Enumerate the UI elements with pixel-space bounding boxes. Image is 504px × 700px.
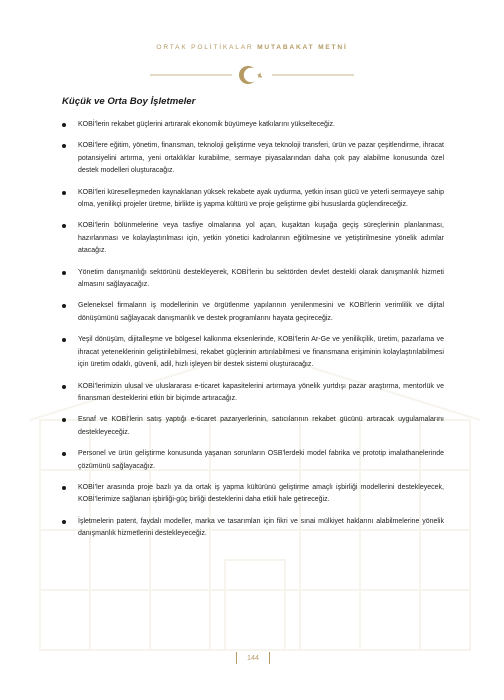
list-item: [62, 187, 444, 212]
bullet-icon: [62, 486, 66, 490]
bullet-icon: [62, 271, 66, 275]
bullet-icon: [62, 520, 66, 524]
bullet-icon: [62, 338, 66, 342]
header-prefix: ORTAK POLİTİKALAR: [156, 44, 254, 51]
list-item: [62, 448, 444, 473]
list-item: [62, 220, 444, 257]
list-item-text: KOBİ'lerin bölünmelerine veya tasfiye olmalarına yol açan, kuşaktan kuşağa geçiş süreçlerinin planlanması, hazırlanması ve kolaylaştırılması için, yetkin yönetici kadrolarının eğitilmesine ve yetiştirilmesine yönelik adımlar atacağız.: [78, 222, 444, 255]
bullet-icon: [62, 224, 66, 228]
bullet-icon: [62, 123, 66, 127]
bullet-icon: [62, 304, 66, 308]
bullet-icon: [62, 191, 66, 195]
list-item: [62, 300, 444, 325]
list-item-text: Geleneksel firmaların iş modellerinin ve örgütlenme yapılarının yenilenmesini ve KOBİ'lerin verimlilik ve dijital dönüşümünü sağlayacak danışmanlık ve destek programlarını hayata geçireceğiz.: [78, 302, 444, 322]
list-item-text: Esnaf ve KOBİ'lerin satış yaptığı e-ticaret pazaryerlerinin, satıcılarının rekabet gücünü artıracak uygulamalarını destekleyeceğiz.: [78, 416, 444, 436]
section-title: Küçük ve Orta Boy İşletmeler: [62, 96, 196, 107]
list-item-text: Personel ve ürün geliştirme konusunda yaşanan sorunların OSB'lerdeki model fabrika ve prototip imalathanelerinde çözümünü sağlayacağız.: [78, 450, 444, 470]
list-item-text: KOBİ'lerin rekabet güçlerini artırarak ekonomik büyümeye katkılarını yükselteceğiz.: [78, 121, 335, 128]
bullet-list: [62, 119, 444, 541]
bullet-icon: [62, 144, 66, 148]
list-item: [62, 267, 444, 292]
list-item: [62, 381, 444, 406]
list-item: [62, 414, 444, 439]
list-item-text: Yönetim danışmanlığı sektörünü destekleyerek, KOBİ'lerin bu sektörden devlet destekli olarak danışmanlık hizmeti almasını sağlayacağız.: [78, 268, 444, 289]
list-item: [62, 516, 444, 541]
header-emphasis: MUTABAKAT METNİ: [257, 44, 348, 51]
list-item-text: KOBİ'ler arasında proje bazlı ya da ortak iş yapma kültürünü geliştirme amaçlı işbirliği modellerini destekleyecek, KOBİ'lerimize sağlanan işbirliği-güç birliği desteklerini daha etkili hale getireceğiz.: [78, 483, 444, 504]
running-header: [0, 44, 504, 51]
bullet-icon: [62, 418, 66, 422]
list-item-text: İşletmelerin patent, faydalı modeller, marka ve tasarımları için fikri ve sınai mülkiyet haklarını alabilmelerine yönelik danışmanlık hizmetlerini destekleyeceğiz.: [78, 517, 444, 538]
list-item: [62, 482, 444, 507]
bullet-icon: [62, 452, 66, 456]
list-item-text: KOBİ'leri küreselleşmeden kaynaklanan yüksek rekabete ayak uydurma, yetkin insan gücü ve yeterli sermayeye sahip olma, yenilikçi projeler üretme, birlikte iş yapma kültürü ve proje geliştirme gibi hususlarda güçlendireceğiz.: [78, 188, 444, 209]
crescent-star-icon: [150, 64, 354, 86]
list-item: [62, 334, 444, 371]
page-number: 144: [236, 652, 270, 664]
list-item: [62, 119, 444, 131]
list-item-text: KOBİ'lere eğitim, yönetim, finansman, teknoloji geliştirme veya teknoloji transferi, ürün ve pazar çeşitlendirme, ihracat potansiyelini artırma, yeni ortaklıklar kurabilme, sermaye piyasalarından daha çok pay alabilme konusunda özel destek modelleri oluşturacağız.: [78, 142, 444, 175]
list-item-text: KOBİ'lerimizin ulusal ve uluslararası e-ticaret kapasitelerini artırmaya yönelik yurtdışı pazar araştırma, mentorlük ve finansman desteklerini etkin bir biçimde artıracağız.: [78, 382, 444, 402]
list-item-text: Yeşil dönüşüm, dijitalleşme ve bölgesel kalkınma eksenlerinde, KOBİ'lerin Ar-Ge ve yenilikçilik, üretim, pazarlama ve ihracat yeteneklerinin geliştirilebilmesi, rekabet güçlerinin artırılabilmesi ve finansmana erişiminin kolaylaştırılabilmesi için üretim odaklı, güvenli, adil, hızlı işleyen bir destek sistemi oluşturacağız.: [78, 336, 444, 369]
bullet-icon: [62, 385, 66, 389]
list-item: [62, 140, 444, 177]
